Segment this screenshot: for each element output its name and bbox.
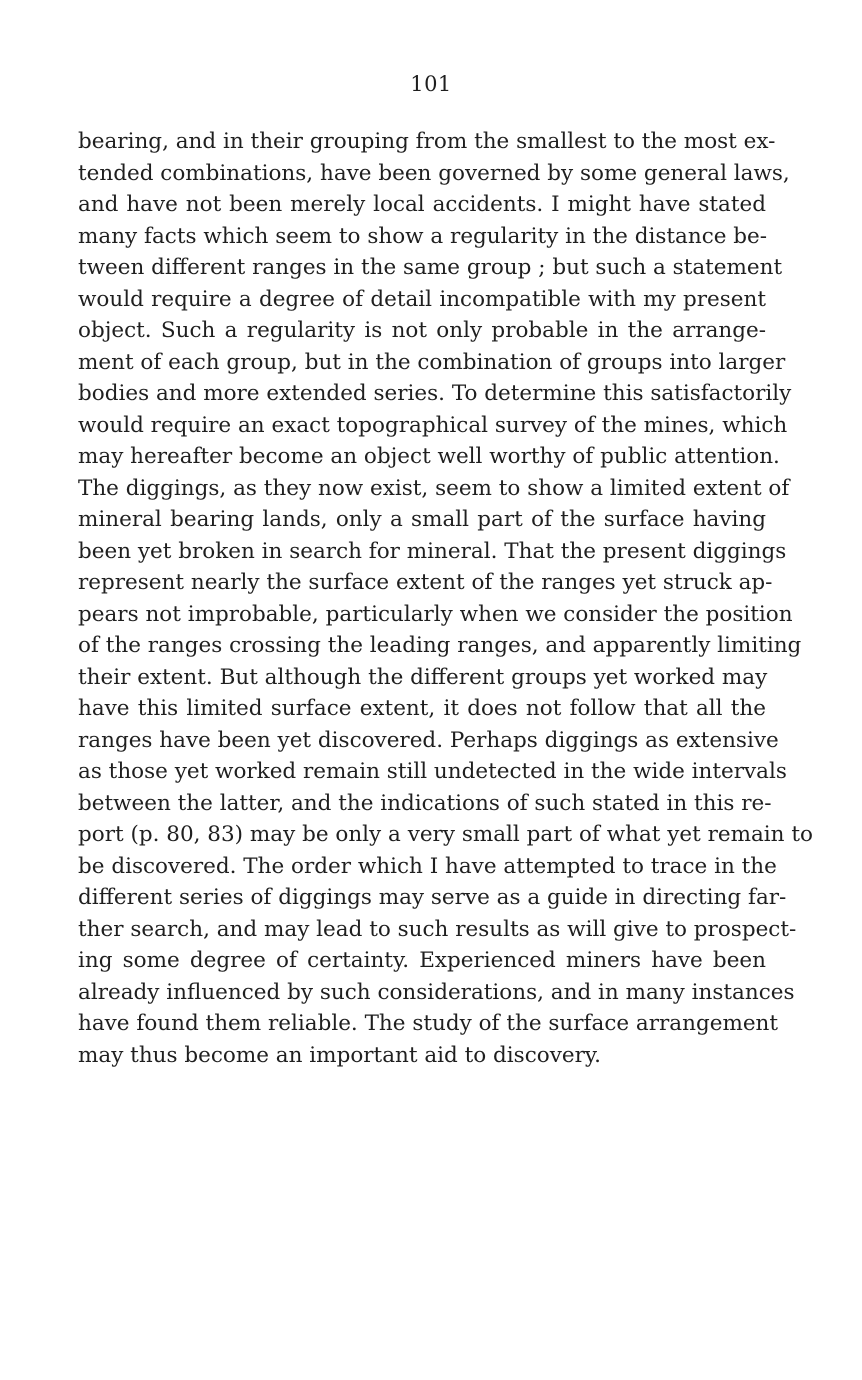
text-line: would require a degree of detail incompatible with my present [78,286,766,312]
text-line: many facts which seem to show a regularity in the distance be- [78,223,768,249]
text-line: port (p. 80, 83) may be only a very small part of what yet remain to [78,822,813,847]
text-line: bearing, and in their grouping from the smallest to the most ex- [78,129,776,154]
text-line: of the ranges crossing the leading ranges, and apparently limiting [78,633,802,658]
text-line: have this limited surface extent, it does not follow that all the [78,696,766,721]
text-line: as those yet worked remain still undetected in the wide intervals [78,759,787,784]
text-line: mineral bearing lands, only a small part of the surface having [78,507,766,532]
text-line: ing some degree of certainty. Experienced miners have been [78,948,766,973]
page-number: 101 [410,72,452,96]
text-line: represent nearly the surface extent of the ranges yet struck ap- [78,570,773,595]
text-line: ment of each group, but in the combination of groups into larger [78,349,786,375]
text-line: object. Such a regularity is not only probable in the arrange- [78,318,766,343]
text-line: tween different ranges in the same group ; but such a statement [78,255,783,280]
text-line: their extent. But although the different groups yet worked may [78,664,768,690]
text-line: tended combinations, have been governed by some general laws, [78,160,790,186]
text-line: already influenced by such considerations, and in many instances [78,979,795,1005]
text-line: bodies and more extended series. To determine this satisfactorily [78,381,792,406]
text-line: may thus become an important aid to discovery. [78,1042,601,1068]
body-paragraph [78,126,813,1071]
text-line: may hereafter become an object well worthy of public attention. [78,444,780,469]
text-line: pears not improbable, particularly when we consider the position [78,601,793,627]
text-line: different series of diggings may serve as a guide in directing far- [78,885,787,910]
text-line: ranges have been yet discovered. Perhaps diggings as extensive [78,727,779,753]
text-line: be discovered. The order which I have attempted to trace in the [78,853,777,879]
text-line: ther search, and may lead to such results as will give to prospect- [78,916,797,942]
text-line: have found them reliable. The study of the surface arrangement [78,1011,779,1036]
text-line: and have not been merely local accidents. I might have stated [78,192,766,217]
text-line: would require an exact topographical survey of the mines, which [78,412,788,438]
text-line: been yet broken in search for mineral. That the present diggings [78,538,787,564]
text-line: The diggings, as they now exist, seem to show a limited extent of [78,475,790,501]
text-line: between the latter, and the indications of such stated in this re- [78,790,772,816]
